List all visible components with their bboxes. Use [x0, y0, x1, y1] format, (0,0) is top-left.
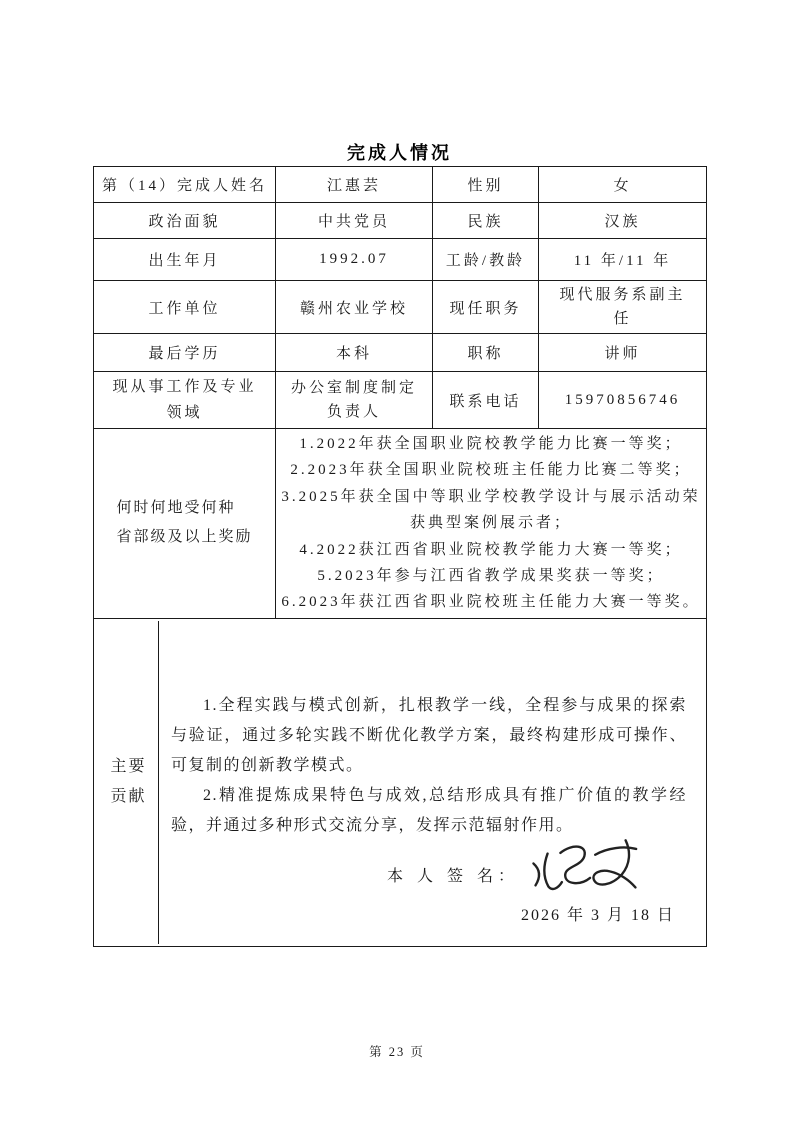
field-label-current-position: 现任职务	[433, 281, 539, 334]
field-label-gender: 性别	[433, 167, 539, 203]
table-row	[94, 239, 707, 281]
table-row	[94, 167, 707, 203]
awards-label-line1: 何时何地受何种	[116, 500, 236, 517]
award-item-5: 5.2023年参与江西省教学成果奖获一等奖；	[317, 568, 665, 585]
completer-info-table	[93, 166, 707, 947]
field-value-tenure: 11 年/11 年	[539, 239, 707, 281]
field-label-main-contribution: 主要贡献	[99, 621, 159, 944]
signature-scrawl	[519, 834, 650, 905]
field-value-gender: 女	[539, 167, 707, 203]
signature-label: 本 人 签 名：	[386, 867, 519, 885]
field-label-title: 职称	[433, 334, 539, 372]
main-contribution-text	[159, 621, 701, 944]
signature-date: 2026 年 3 月 18 日	[520, 906, 675, 924]
field-label-education: 最后学历	[94, 334, 276, 372]
field-label-awards	[94, 429, 276, 619]
contribution-paragraph-1: 1.全程实践与模式创新，扎根教学一线，全程参与成果的探索与验证，通过多轮实践不断优化教学方案，最终构建形成可操作、可复制的创新教学模式。	[171, 696, 687, 774]
field-value-political-status: 中共党员	[276, 203, 433, 239]
field-label-birth-date: 出生年月	[94, 239, 276, 281]
field-value-work-unit: 赣州农业学校	[276, 281, 433, 334]
table-row	[94, 281, 707, 334]
field-label-work-unit: 工作单位	[94, 281, 276, 334]
field-value-completer-name: 江惠芸	[276, 167, 433, 203]
field-value-current-work: 办公室制度制定负责人	[276, 372, 433, 429]
page-title: 完成人情况	[347, 143, 452, 163]
award-item-3: 3.2025年获全国中等职业学校教学设计与展示活动荣获典型案例展示者；	[281, 488, 701, 532]
field-value-birth-date: 1992.07	[276, 239, 433, 281]
awards-label-line2: 省部级及以上奖励	[116, 529, 253, 546]
field-value-title: 讲师	[539, 334, 707, 372]
award-item-4: 4.2022获江西省职业院校教学能力大赛一等奖；	[299, 541, 683, 558]
awards-row	[94, 429, 707, 619]
awards-list	[276, 429, 707, 619]
page-number: 第 23 页	[369, 1045, 425, 1059]
signature-block	[171, 853, 687, 901]
award-item-1: 1.2022年获全国职业院校教学能力比赛一等奖；	[299, 436, 683, 452]
field-label-completer-name: 第（14）完成人姓名	[94, 167, 276, 203]
table-row	[94, 334, 707, 372]
table-row	[94, 203, 707, 239]
contribution-paragraph-2: 2.精准提炼成果特色与成效,总结形成具有推广价值的教学经验，并通过多种形式交流分享，发挥示范辐射作用。	[171, 786, 687, 834]
contribution-row	[94, 618, 707, 946]
field-label-phone: 联系电话	[433, 372, 539, 429]
award-item-6: 6.2023年获江西省职业院校班主任能力大赛一等奖。	[281, 594, 701, 611]
award-item-2: 2.2023年获全国职业院校班主任能力比赛二等奖；	[290, 462, 692, 479]
table-row	[94, 372, 707, 429]
field-value-education: 本科	[276, 334, 433, 372]
field-label-political-status: 政治面貌	[94, 203, 276, 239]
field-label-current-work: 现从事工作及专业领域	[94, 372, 276, 429]
field-label-ethnicity: 民族	[433, 203, 539, 239]
field-value-ethnicity: 汉族	[539, 203, 707, 239]
field-value-current-position: 现代服务系副主任	[539, 281, 707, 334]
field-label-tenure: 工龄/教龄	[433, 239, 539, 281]
field-value-phone: 15970856746	[539, 372, 707, 429]
